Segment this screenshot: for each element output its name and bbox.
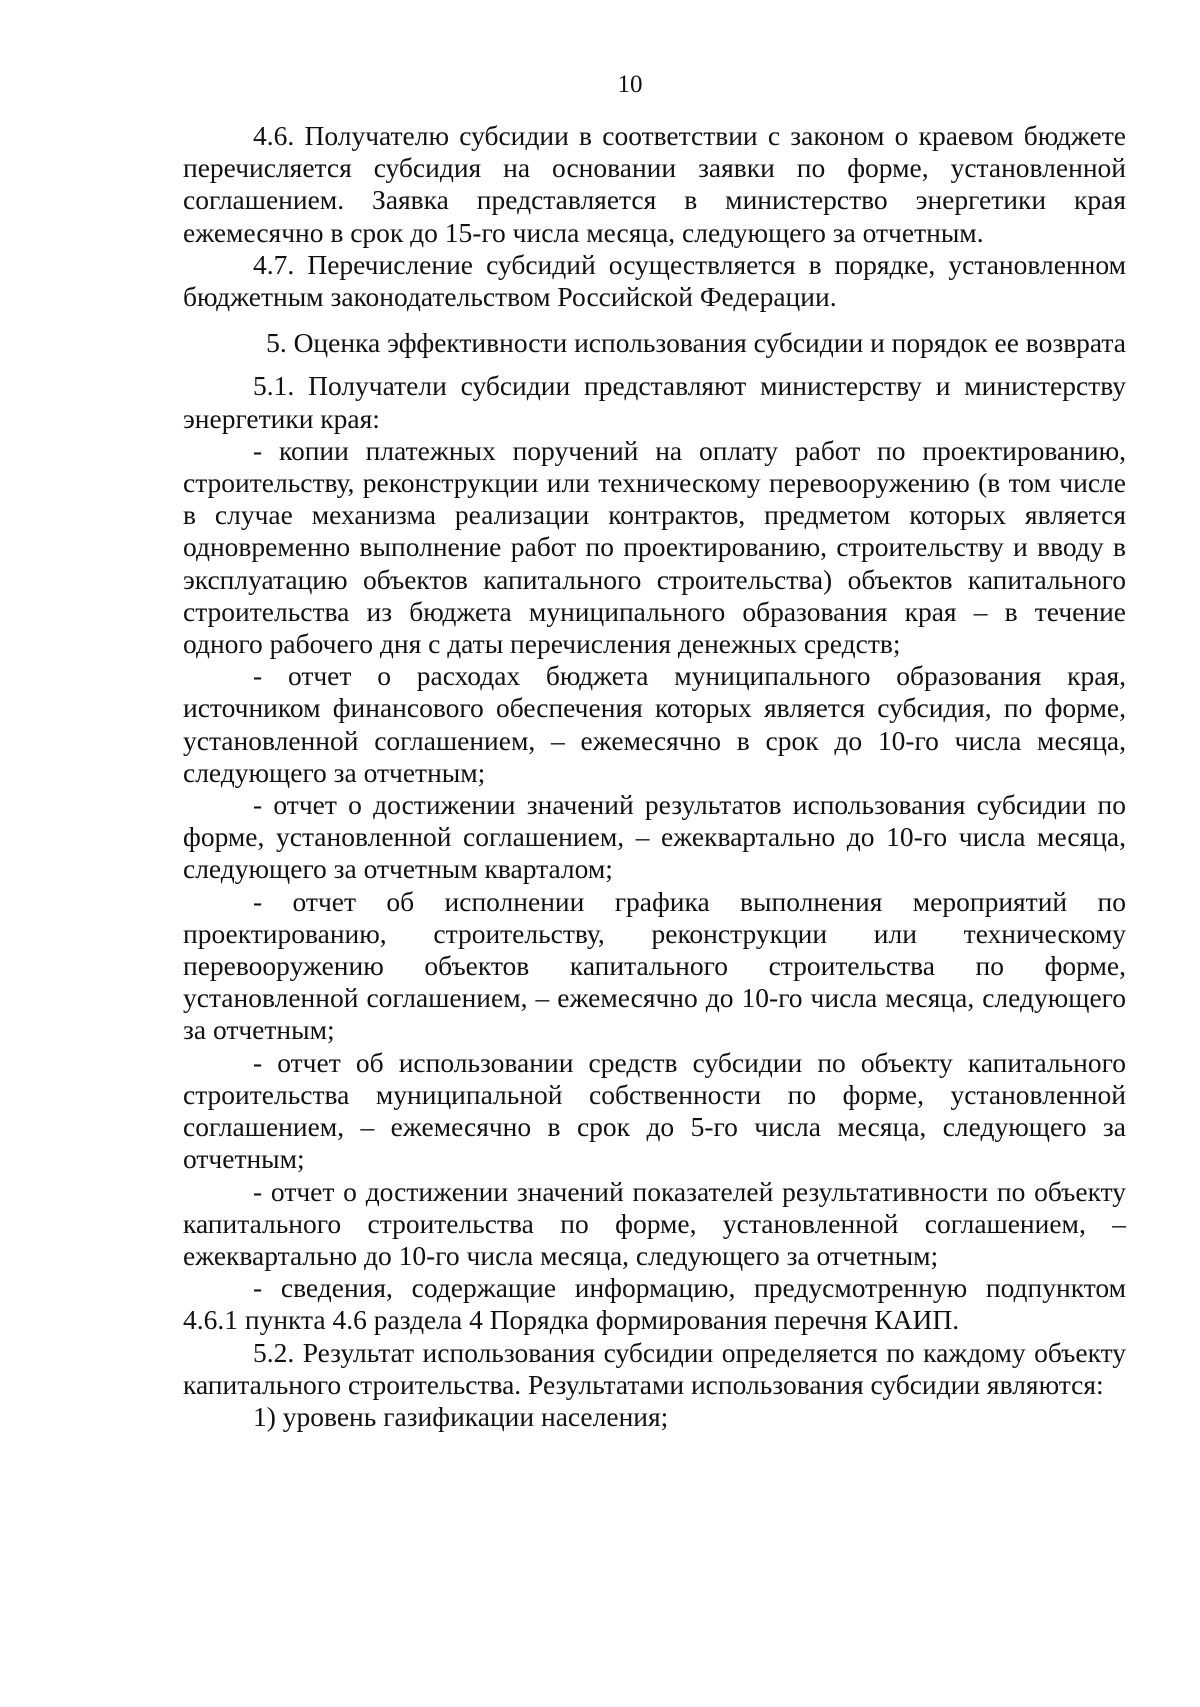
list-item-payment-orders: - копии платежных поручений на оплату работ по проектированию, строительству, реконструкции или техническому перевооружению (в том числе в случае механизма реализации контрактов, предметом которых является одновременно выполнение работ по проектированию, строительству и вводу в эксплуатацию объектов капитального строительства) объектов капитального строительства из бюджета муниципального образования края – в течение одного рабочего дня с даты перечисления денежных средств;	[183, 434, 1126, 660]
list-item-performance-report: - отчет о достижении значений показателей результативности по объекту капитального строительства по форме, установленной соглашением, – ежеквартально до 10-го числа месяца, следующего за отчетным;	[183, 1175, 1126, 1271]
list-item-information: - сведения, содержащие информацию, предусмотренную подпунктом 4.6.1 пункта 4.6 раздела 4 Порядка формирования перечня КАИП.	[183, 1272, 1126, 1336]
paragraph-4-7: 4.7. Перечисление субсидий осуществляется в порядке, установленном бюджетным законодательством Российской Федерации.	[183, 248, 1126, 313]
paragraph-4-6: 4.6. Получателю субсидии в соответствии с законом о краевом бюджете перечисляется субсидия на основании заявки по форме, установленной соглашением. Заявка представляется в министерство энергетики края ежемесячно в срок до 15-го числа месяца, следующего за отчетным.	[183, 120, 1126, 248]
list-item-results-report: - отчет о достижении значений результатов использования субсидии по форме, установленной соглашением, – ежеквартально до 10-го числа месяца, следующего за отчетным кварталом;	[183, 789, 1126, 885]
document-body	[183, 120, 1126, 1433]
page-number: 10	[617, 71, 643, 98]
list-item-schedule-report: - отчет об исполнении графика выполнения мероприятий по проектированию, строительству, реконструкции или техническому перевооружению объектов капитального строительства по форме, установленной соглашением, – ежемесячно до 10-го числа месяца, следующего за отчетным;	[183, 885, 1126, 1046]
list-item-expense-report: - отчет о расходах бюджета муниципального образования края, источником финансового обеспечения которых является субсидия, по форме, установленной соглашением, – ежемесячно в срок до 10-го числа месяца, следующего за отчетным;	[183, 660, 1126, 788]
paragraph-5-1: 5.1. Получатели субсидии представляют министерству и министерству энергетики края:	[183, 370, 1126, 434]
list-item-gasification-level: 1) уровень газификации населения;	[253, 1400, 669, 1432]
section-5-heading: 5. Оценка эффективности использования субсидии и порядок ее возврата	[266, 327, 1126, 359]
list-item-funds-usage-report: - отчет об использовании средств субсидии по объекту капитального строительства муниципальной собственности по форме, установленной соглашением, – ежемесячно в срок до 5-го числа месяца, следующего за отчетным;	[183, 1046, 1126, 1175]
paragraph-5-2: 5.2. Результат использования субсидии определяется по каждому объекту капитального строительства. Результатами использования субсидии являются:	[183, 1336, 1126, 1400]
